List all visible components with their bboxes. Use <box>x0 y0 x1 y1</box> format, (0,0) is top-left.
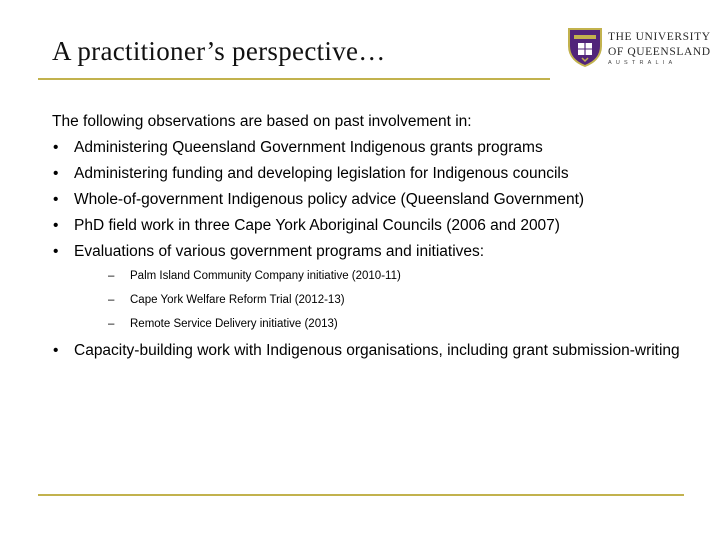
bullet-mark: • <box>53 342 59 359</box>
slide-body <box>52 112 692 367</box>
list-item <box>52 242 692 331</box>
crest-icon <box>566 26 604 68</box>
bullet-list <box>52 138 692 360</box>
university-logo <box>566 26 711 70</box>
university-country: AUSTRALIA <box>608 60 677 66</box>
sub-list-item <box>108 317 692 331</box>
intro-text: The following observations are based on past involvement in: <box>52 113 472 130</box>
dash-mark: – <box>108 270 115 282</box>
bullet-text: Capacity-building work with Indigenous organisations, including grant submission-writing <box>74 342 680 359</box>
footer-rule <box>38 494 684 496</box>
bullet-mark: • <box>53 165 59 182</box>
slide-title: A practitioner’s perspective… <box>52 36 386 66</box>
university-name <box>608 30 711 60</box>
sub-bullet-text: Palm Island Community Company initiative (2010-11) <box>130 270 401 282</box>
list-item <box>52 341 692 360</box>
dash-mark: – <box>108 318 115 330</box>
list-item <box>52 164 692 183</box>
list-item <box>52 216 692 235</box>
sub-bullet-list <box>108 269 692 331</box>
sub-bullet-text: Cape York Welfare Reform Trial (2012-13) <box>130 294 345 306</box>
bullet-mark: • <box>53 243 59 260</box>
bullet-text: Evaluations of various government programs and initiatives: <box>74 243 485 260</box>
title-underline <box>38 78 550 80</box>
university-name-line1: THE UNIVERSITY <box>608 31 711 43</box>
bullet-text: Whole-of-government Indigenous policy advice (Queensland Government) <box>74 191 585 208</box>
bullet-text: Administering Queensland Government Indigenous grants programs <box>74 139 543 156</box>
university-name-line2: OF QUEENSLAND <box>608 46 711 58</box>
sub-bullet-text: Remote Service Delivery initiative (2013) <box>130 318 338 330</box>
sub-list-item <box>108 269 692 283</box>
bullet-mark: • <box>53 139 59 156</box>
list-item <box>52 138 692 157</box>
list-item <box>52 190 692 209</box>
bullet-text: Administering funding and developing legislation for Indigenous councils <box>74 165 569 182</box>
sub-list-item <box>108 293 692 307</box>
bullet-text: PhD field work in three Cape York Aboriginal Councils (2006 and 2007) <box>74 217 560 234</box>
dash-mark: – <box>108 294 115 306</box>
bullet-mark: • <box>53 217 59 234</box>
bullet-mark: • <box>53 191 59 208</box>
